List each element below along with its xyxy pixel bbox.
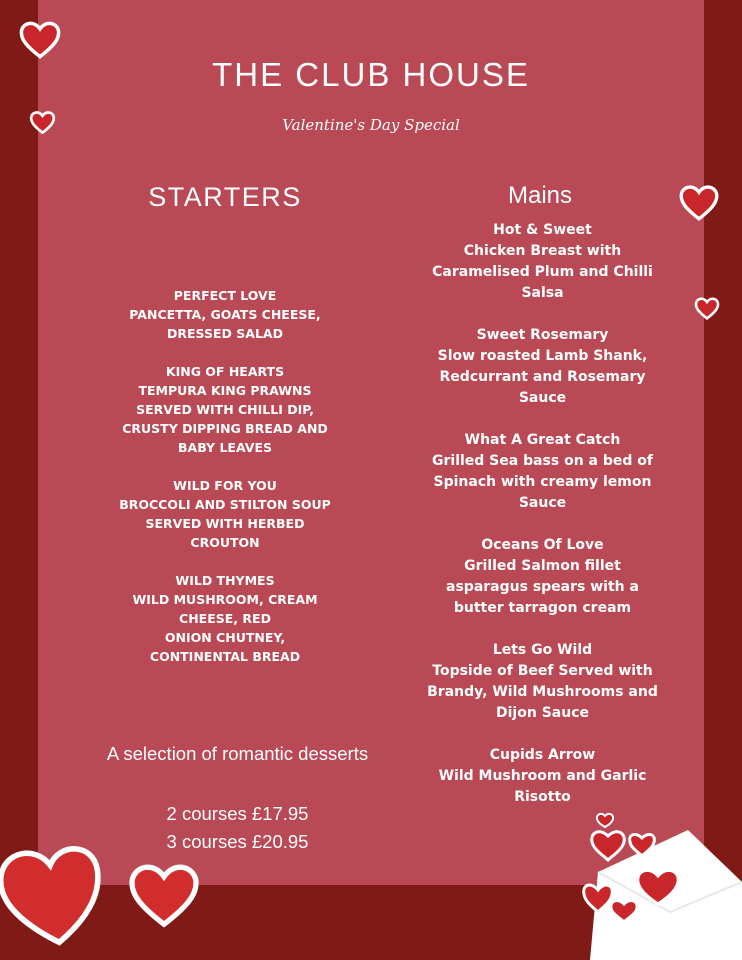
- main-description: Chicken Breast with: [463, 243, 622, 259]
- main-description: Spinach with creamy lemon: [433, 474, 652, 490]
- main-description: Slow roasted Lamb Shank,: [437, 348, 648, 364]
- starter-description: CRUSTY DIPPING BREAD AND: [122, 421, 328, 436]
- main-description: butter tarragon cream: [453, 600, 632, 616]
- main-name: Sweet Rosemary: [476, 327, 609, 343]
- starter-name: WILD THYMES: [175, 573, 275, 588]
- price-two-courses: 2 courses £17.95: [166, 803, 309, 824]
- starter-item: [95, 571, 355, 666]
- main-description: Grilled Salmon fillet: [464, 558, 621, 574]
- main-item: [410, 430, 675, 514]
- starter-item: [95, 476, 355, 552]
- starter-description: CONTINENTAL BREAD: [149, 649, 301, 664]
- starter-description: SERVED WITH HERBED: [145, 516, 305, 531]
- main-description: Risotto: [514, 789, 571, 805]
- main-name: Cupids Arrow: [489, 747, 596, 763]
- main-description: Sauce: [518, 390, 567, 406]
- main-description: asparagus spears with a: [446, 579, 639, 595]
- starter-item: [95, 286, 355, 343]
- price-three-courses: 3 courses £20.95: [166, 831, 309, 852]
- starter-name: KING OF HEARTS: [165, 364, 285, 379]
- desserts-text: A selection of romantic desserts: [106, 743, 369, 764]
- envelope-icon: [570, 812, 742, 960]
- main-name: Oceans Of Love: [481, 537, 604, 553]
- starter-item: [95, 362, 355, 457]
- main-description: Topside of Beef Served with: [432, 663, 653, 679]
- heart-icon: [678, 182, 720, 222]
- main-item: [410, 535, 675, 619]
- restaurant-title: THE CLUB HOUSE: [212, 56, 530, 93]
- starter-name: WILD FOR YOU: [173, 478, 277, 493]
- heart-icon: [126, 860, 202, 928]
- main-description: Redcurrant and Rosemary: [439, 369, 646, 385]
- main-item: [410, 640, 675, 724]
- starters-heading: STARTERS: [148, 182, 302, 212]
- heart-icon: [0, 832, 104, 952]
- starter-description: CHEESE, RED: [179, 611, 271, 626]
- starter-description: BROCCOLI AND STILTON SOUP: [119, 497, 331, 512]
- starter-description: CROUTON: [190, 535, 260, 550]
- menu-subtitle: Valentine's Day Special: [282, 116, 460, 134]
- main-description: Dijon Sauce: [496, 705, 589, 721]
- starters-list: [95, 286, 355, 685]
- main-description: Brandy, Wild Mushrooms and: [427, 684, 658, 700]
- heart-icon: [18, 18, 62, 60]
- starter-description: BABY LEAVES: [178, 440, 272, 455]
- main-description: Sauce: [518, 495, 567, 511]
- starter-description: DRESSED SALAD: [167, 326, 283, 341]
- main-item: [410, 220, 675, 304]
- main-description: Grilled Sea bass on a bed of: [432, 453, 653, 469]
- mains-heading: Mains: [507, 182, 573, 209]
- main-item: [410, 325, 675, 409]
- starter-description: TEMPURA KING PRAWNS: [138, 383, 312, 398]
- main-description: Caramelised Plum and Chilli: [432, 264, 653, 280]
- starter-description: SERVED WITH CHILLI DIP,: [136, 402, 314, 417]
- starter-description: WILD MUSHROOM, CREAM: [132, 592, 318, 607]
- starter-name: PERFECT LOVE: [173, 288, 277, 303]
- main-name: Lets Go Wild: [492, 642, 593, 658]
- price-list: [100, 800, 375, 856]
- mains-list: [410, 220, 675, 829]
- main-item: [410, 745, 675, 808]
- main-name: Hot & Sweet: [493, 222, 592, 238]
- main-description: Salsa: [521, 285, 564, 301]
- heart-icon: [694, 296, 720, 320]
- starter-description: ONION CHUTNEY,: [164, 630, 286, 645]
- main-description: Wild Mushroom and Garlic: [438, 768, 647, 784]
- starter-description: PANCETTA, GOATS CHEESE,: [129, 307, 321, 322]
- main-name: What A Great Catch: [464, 432, 621, 448]
